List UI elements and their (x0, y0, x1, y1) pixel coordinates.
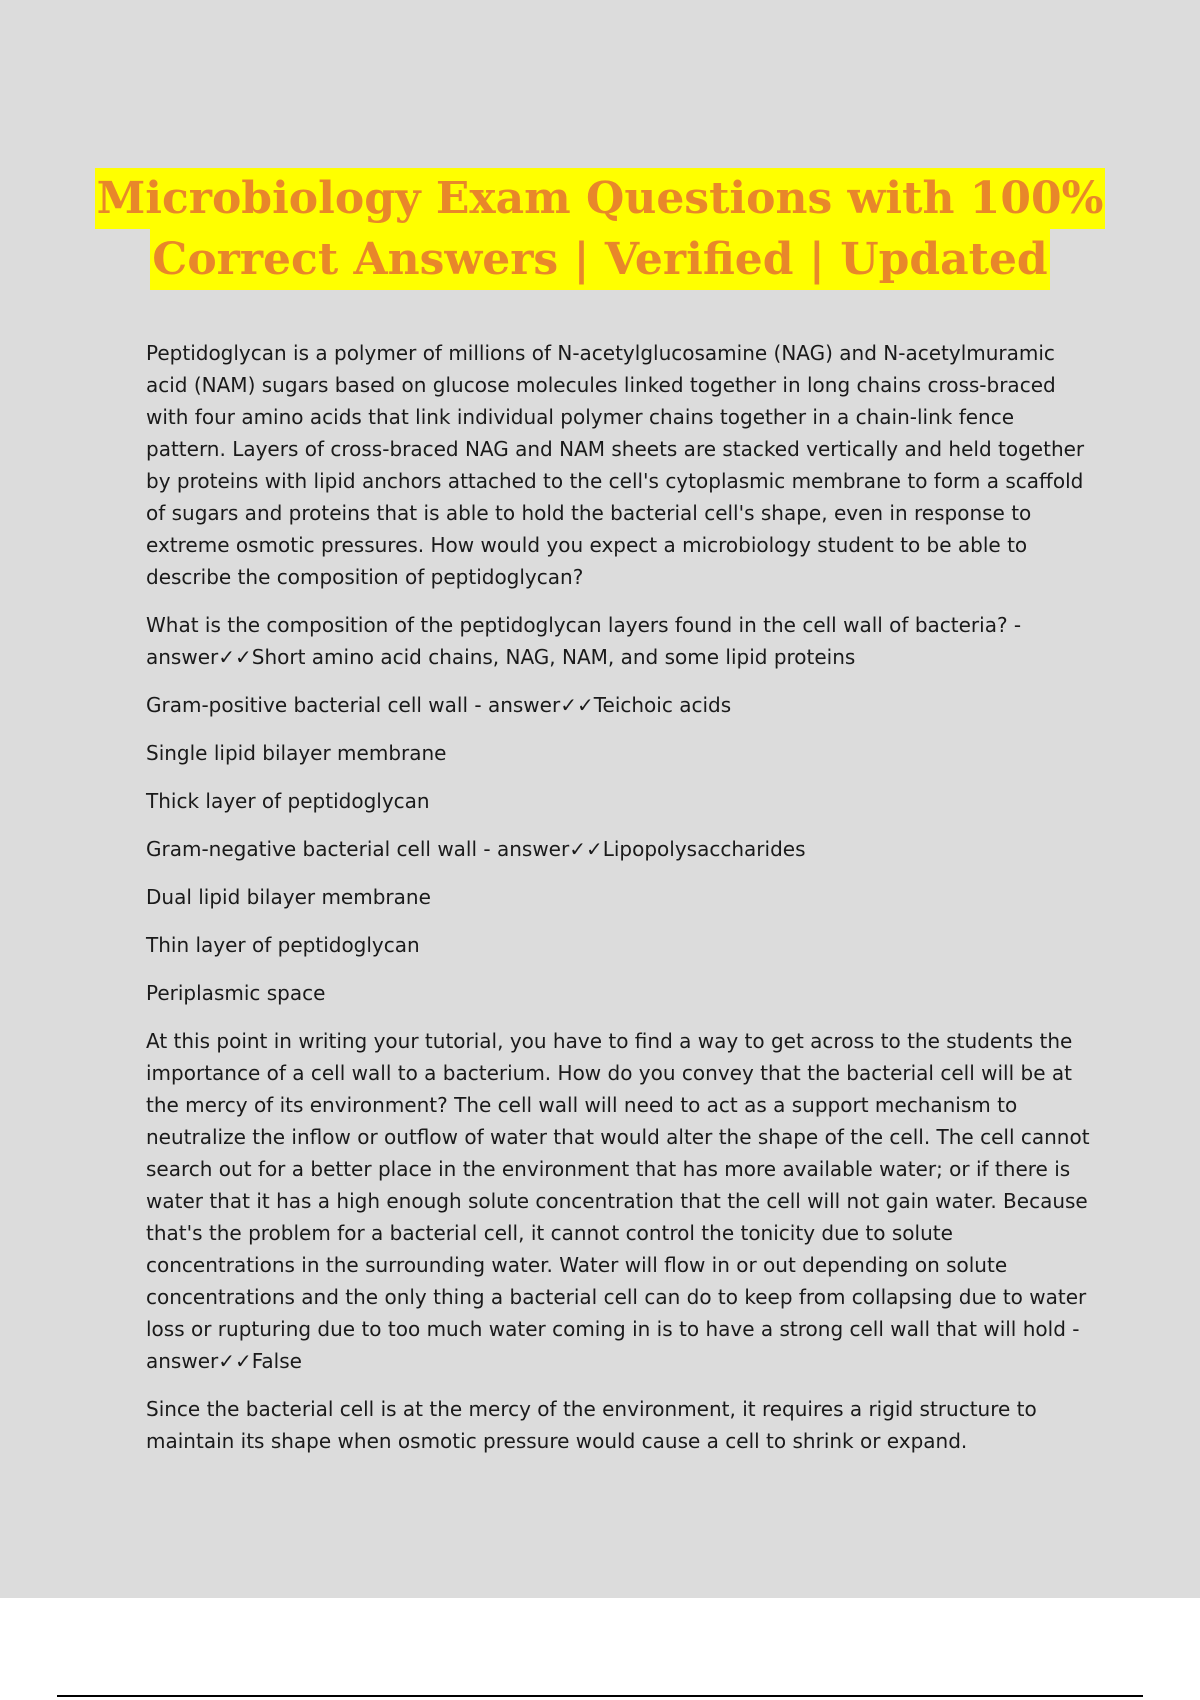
paragraph-composition-question: What is the composition of the peptidoglycan layers found in the cell wall of bacteria? - answer✓✓Short amino acid chains, NAG, NAM, and some lipid proteins (146, 613, 1022, 669)
paragraph-thick-layer: Thick layer of peptidoglycan (146, 789, 430, 813)
paragraph-thin-layer: Thin layer of peptidoglycan (146, 933, 420, 957)
paragraph-gram-positive: Gram-positive bacterial cell wall - answer✓✓Teichoic acids (146, 693, 732, 717)
page-divider-line (57, 1695, 1143, 1697)
paragraph-rigid-structure: Since the bacterial cell is at the mercy of the environment, it requires a rigid structure to maintain its shape when osmotic pressure would cause a cell to shrink or expand. (146, 1397, 1037, 1453)
paragraph-dual-bilayer: Dual lipid bilayer membrane (146, 885, 431, 909)
title-line-1: Microbiology Exam Questions with 100% (95, 168, 1106, 229)
paragraph-gram-negative: Gram-negative bacterial cell wall - answer✓✓Lipopolysaccharides (146, 837, 806, 861)
paragraph-peptidoglycan-intro: Peptidoglycan is a polymer of millions of N-acetylglucosamine (NAG) and N-acetylmuramic acid (NAM) sugars based on glucose molecules linked together in long chains cross-braced with four amino acids that link individual polymer chains together in a chain-link fence pattern. Layers of cross-braced NAG and NAM sheets are stacked vertically and held together by proteins with lipid anchors attached to the cell's cytoplasmic membrane to form a scaffold of sugars and proteins that is able to hold the bacterial cell's shape, even in response to extreme osmotic pressures. How would you expect a microbiology student to be able to describe the composition of peptidoglycan? (146, 341, 1085, 589)
title-line-2: Correct Answers | Verified | Updated (150, 229, 1049, 290)
paragraph-single-bilayer: Single lipid bilayer membrane (146, 741, 447, 765)
paragraph-periplasmic-space: Periplasmic space (146, 981, 326, 1005)
paragraph-tutorial-cell-wall: At this point in writing your tutorial, you have to find a way to get across to the students the importance of a cell wall to a bacterium. How do you convey that the bacterial cell will be at the mercy of its environment? The cell wall will need to act as a support mechanism to neutralize the inflow or outflow of water that would alter the shape of the cell. The cell cannot search out for a better place in the environment that has more available water; or if there is water that it has a high enough solute concentration that the cell will not gain water. Because that's the problem for a bacterial cell, it cannot control the tonicity due to solute concentrations in the surrounding water. Water will flow in or out depending on solute concentrations and the only thing a bacterial cell can do to keep from collapsing due to water loss or rupturing due to too much water coming in is to have a strong cell wall that will hold - answer✓✓False (146, 1029, 1090, 1373)
document-title (0, 168, 1200, 290)
document-body (146, 337, 1091, 1473)
